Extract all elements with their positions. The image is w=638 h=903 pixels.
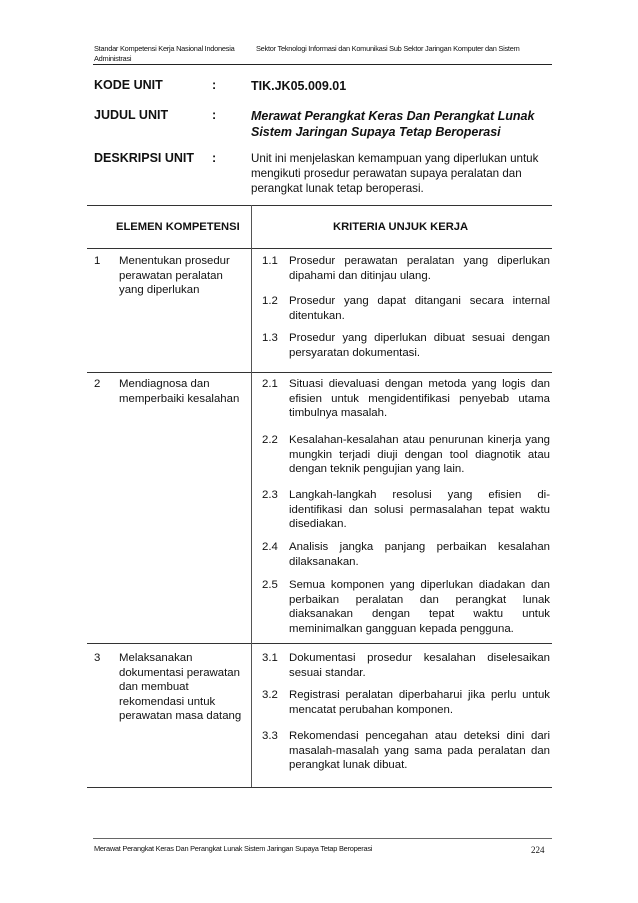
judul-unit-label: JUDUL UNIT xyxy=(94,108,169,122)
header-right: Sektor Teknologi Informasi dan Komunikasi Sub Sektor Jaringan Komputer dan Sistem xyxy=(256,44,520,53)
column-header-kriteria: KRITERIA UNJUK KERJA xyxy=(333,221,469,233)
kriteria-text: Analisis jangka panjang perbaikan kesalahan dilaksanakan. xyxy=(289,541,550,568)
column-header-elemen: ELEMEN KOMPETENSI xyxy=(116,221,240,233)
kriteria-text: Kesalahan-kesalahan atau penurunan kinerja yang mungkin terjadi diuji dengan tool diagnotik atau dengan teknik pengujian yang lain. xyxy=(289,434,550,475)
row-number: 3 xyxy=(94,652,101,664)
footer-divider xyxy=(93,838,552,839)
kriteria-number: 2.1 xyxy=(262,378,278,390)
kriteria-item xyxy=(262,729,550,773)
kriteria-item xyxy=(262,688,550,717)
page-number: 224 xyxy=(531,845,545,855)
kode-unit-value: TIK.JK05.009.01 xyxy=(251,79,347,93)
kriteria-text: Prosedur yang dapat ditangani secara internal ditentukan. xyxy=(289,295,550,322)
table-header-rule xyxy=(87,248,552,249)
kriteria-text: Rekomendasi pencegahan atau deteksi dini dari masalah-masalah yang sama pada peralatan dan perangkat lunak dibuat. xyxy=(289,730,550,771)
row-divider xyxy=(87,643,552,644)
kode-unit-label: KODE UNIT xyxy=(94,78,163,92)
kriteria-text: Registrasi peralatan diperbaharui jika perlu untuk mencatat perubahan komponen. xyxy=(289,689,550,716)
kriteria-text: Situasi dievaluasi dengan metoda yang logis dan efisien untuk mengidentifikasi penyebab utama timbulnya masalah. xyxy=(289,378,550,419)
row-number: 1 xyxy=(94,255,101,267)
kriteria-number: 3.1 xyxy=(262,652,278,664)
kriteria-text: Langkah-langkah resolusi yang efisien di-identifikasi dan solusi permasalahan tepat waktu disediakan. xyxy=(289,489,550,530)
deskripsi-unit-value: Unit ini menjelaskan kemampuan yang diperlukan untuk mengikuti prosedur perawatan supaya peralatan dan perangkat lunak tetap beroperasi. xyxy=(251,152,539,195)
kriteria-item xyxy=(262,331,550,360)
kriteria-number: 2.4 xyxy=(262,541,278,553)
kriteria-number: 3.2 xyxy=(262,689,278,701)
kriteria-text: Dokumentasi prosedur kesalahan diselesaikan sesuai standar. xyxy=(289,652,550,679)
elemen-text: Menentukan prosedur perawatan peralatan yang diperlukan xyxy=(119,255,230,296)
header-divider xyxy=(93,64,552,65)
elemen-text: Melaksanakan dokumentasi perawatan dan membuat rekomendasi untuk perawatan masa datang xyxy=(119,652,242,722)
deskripsi-unit-colon: : xyxy=(212,151,217,165)
elemen-text: Mendiagnosa dan memperbaiki kesalahan xyxy=(119,378,240,405)
kriteria-item xyxy=(262,294,550,323)
kriteria-item xyxy=(262,651,550,680)
footer-title: Merawat Perangkat Keras Dan Perangkat Lunak Sistem Jaringan Supaya Tetap Beroperasi xyxy=(94,844,373,853)
row-divider xyxy=(87,372,552,373)
row-number: 2 xyxy=(94,378,101,390)
kriteria-number: 2.5 xyxy=(262,579,278,591)
kriteria-item xyxy=(262,433,550,477)
column-divider xyxy=(251,205,252,787)
kriteria-number: 1.3 xyxy=(262,332,278,344)
kriteria-item xyxy=(262,254,550,283)
kriteria-item xyxy=(262,578,550,636)
kriteria-item xyxy=(262,377,550,421)
kriteria-item xyxy=(262,540,550,569)
judul-unit-value: Merawat Perangkat Keras Dan Perangkat Lunak Sistem Jaringan Supaya Tetap Beroperasi xyxy=(251,109,535,139)
kriteria-text: Prosedur perawatan peralatan yang diperlukan dipahami dan ditinjau ulang. xyxy=(289,255,550,282)
kriteria-number: 1.2 xyxy=(262,295,278,307)
kriteria-text: Prosedur yang diperlukan dibuat sesuai dengan persyaratan dokumentasi. xyxy=(289,332,550,359)
deskripsi-unit-label: DESKRIPSI UNIT xyxy=(94,151,195,165)
judul-unit-colon: : xyxy=(212,108,217,122)
kriteria-number: 2.2 xyxy=(262,434,278,446)
kode-unit-colon: : xyxy=(212,78,217,92)
kriteria-item xyxy=(262,488,550,532)
kriteria-number: 3.3 xyxy=(262,730,278,742)
kriteria-text: Semua komponen yang diperlukan diadakan dan perbaikan peralatan dan perangkat lunak diaksanakan dengan tepat waktu untuk meminimalkan gangguan kepada pengguna. xyxy=(289,579,550,635)
kriteria-number: 1.1 xyxy=(262,255,278,267)
kriteria-number: 2.3 xyxy=(262,489,278,501)
header-left: Standar Kompetensi Kerja Nasional Indonesia Administrasi xyxy=(94,44,235,63)
table-top-rule xyxy=(87,205,552,206)
table-bottom-rule xyxy=(87,787,552,788)
